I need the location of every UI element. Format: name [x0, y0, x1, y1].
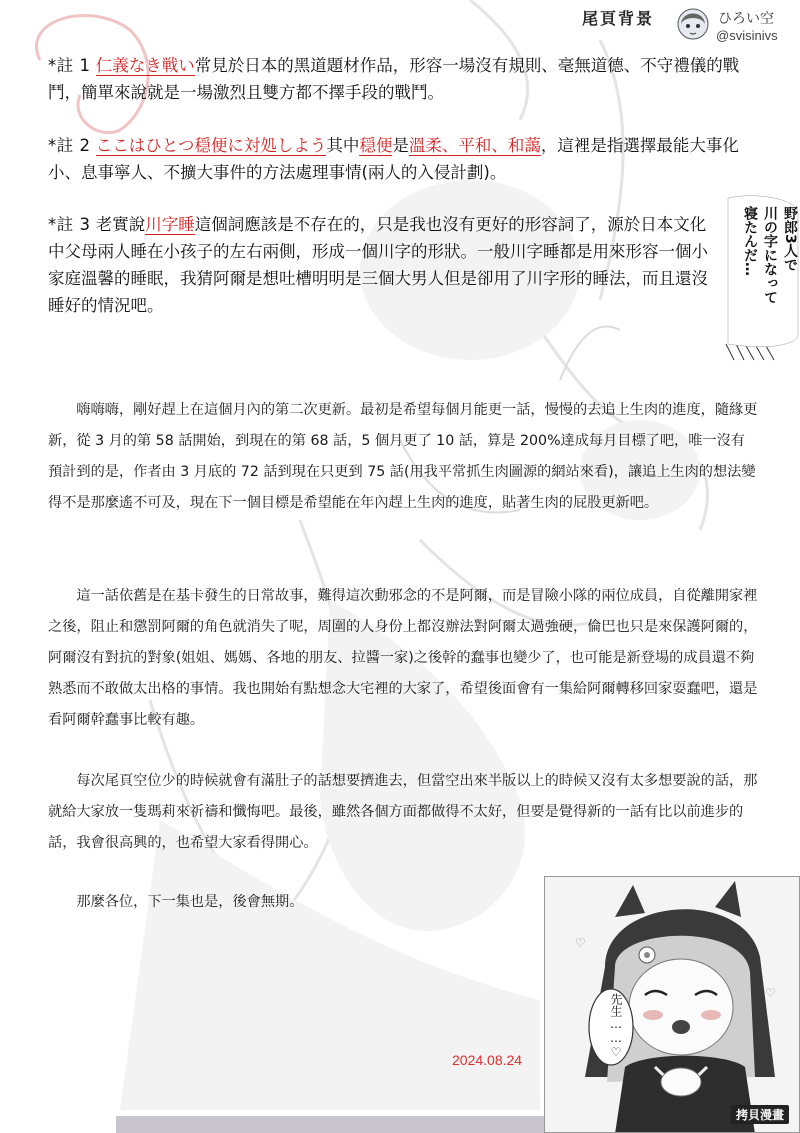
bubble-column-3: 寝たんだ…	[742, 206, 758, 276]
manga-character-illustration	[545, 877, 800, 1133]
author-handle: @svisinivs	[716, 28, 778, 43]
note-highlight-term: 仁義なき戦い	[95, 56, 195, 75]
paragraph-text: 這一話依舊是在基卡發生的日常故事，難得這次動邪念的不是阿爾，而是冒險小隊的兩位成員，自從離開家裡之後，阻止和懲罰阿爾的角色就消失了呢，周圍的人身份上都沒辦法對阿爾太過強硬，倫巴也只是來保護阿爾的，阿爾沒有對抗的對象(姐姐、媽媽、各地的朋友、拉醬一家)之後幹的蠢事也變少了，也可能是新登場的成員還不夠熟悉而不敢做太出格的事情。我也開始有點想念大宅裡的大家了，希望後面會有一集給阿爾轉移回家耍蠢吧，還是看阿爾幹蠢事比較有趣。	[48, 588, 758, 728]
note-label: *註 1	[48, 56, 91, 75]
note-highlight-term: 川字睡	[145, 215, 195, 234]
author-name: ひろい空	[718, 11, 774, 27]
paragraph-text: 嗨嗨嗨，剛好趕上在這個月內的第二次更新。最初是希望每個月能更一話，慢慢的去追上生肉的進度，隨緣更新，從 3 月的第 58 話開始，到現在的第 68 話，5 個月更了 10 話，算是 200%達成每月目標了吧，唯一沒有預計到的是，作者由 3 月底的 72 話到現在只更到 75 話(用我平常抓生肉圖源的網站來看)，讓追上生肉的想法變得不是那麼遙不可及，現在下一個目標是希望能在年內趕上生肉的進度，貼著生肉的屁股更新吧。	[48, 402, 758, 511]
note-text: 是	[392, 136, 409, 155]
author-avatar	[676, 4, 710, 44]
site-watermark: 拷貝漫畫	[731, 1105, 789, 1124]
note-term: 穏便	[359, 136, 393, 155]
svg-text:♡: ♡	[575, 936, 586, 950]
afterword-paragraph-1	[48, 395, 758, 519]
note-text: 老實說	[95, 215, 146, 234]
bubble-column-1: 野郎3人で	[782, 206, 798, 272]
note-label: *註 3	[48, 215, 91, 234]
translator-note-3	[48, 211, 716, 319]
paragraph-text: 每次尾頁空位少的時候就會有滿肚子的話想要擠進去，但當空出來半版以上的時候又沒有太多想要說的話，那就給大家放一隻瑪莉來祈禱和懺悔吧。最後，雖然各個方面都做得不太好，但要是覺得新的一話有比以前進步的話，我會很高興的，也希望大家看得開心。	[48, 773, 758, 851]
note-highlight-term: ここはひとつ穏便に対処しよう	[95, 136, 327, 155]
note-text: 其中	[326, 136, 360, 155]
bottom-color-strip	[116, 1116, 544, 1133]
note-text: ，這裡是指選擇最能大事化小、息事寧人、不擴大事件的方法處理事情(兩人的入侵計劃)。	[48, 136, 739, 182]
note-text: 常見於日本的黑道題材作品，形容一場沒有規則、毫無道德、不守禮儀的戰鬥，簡單來說就是一場激烈且雙方都不擇手段的戰鬥。	[48, 56, 740, 102]
bubble-column-2: 川の字になって	[762, 206, 778, 304]
afterword-paragraph-2	[48, 581, 758, 736]
note-term-meanings: 溫柔、平和、和藹	[408, 136, 541, 155]
note-label: *註 2	[48, 136, 91, 155]
note-text: 這個詞應該是不存在的，只是我也沒有更好的形容詞了，源於日本文化中父母兩人睡在小孩子的左右兩側，形成一個川字的形狀。一般川字睡都是用來形容一個小家庭溫馨的睡眠，我猜阿爾是想吐槽明明是三個大男人但是卻用了川字形的睡法，而且還沒睡好的情況吧。	[48, 215, 708, 315]
manga-speech-bubble	[724, 194, 800, 362]
panel-speech-text: 先生……♡	[609, 993, 623, 1059]
translator-note-1	[48, 52, 748, 106]
svg-text:♡: ♡	[765, 986, 776, 1000]
page-section-title: 尾頁背景	[582, 9, 655, 28]
translator-note-2	[48, 132, 748, 186]
manga-panel-praying-character	[544, 876, 800, 1133]
afterword-paragraph-3	[48, 766, 758, 859]
publish-date: 2024.08.24	[452, 1052, 523, 1068]
paragraph-text: 那麼各位，下一集也是，後會無期。	[76, 894, 304, 910]
